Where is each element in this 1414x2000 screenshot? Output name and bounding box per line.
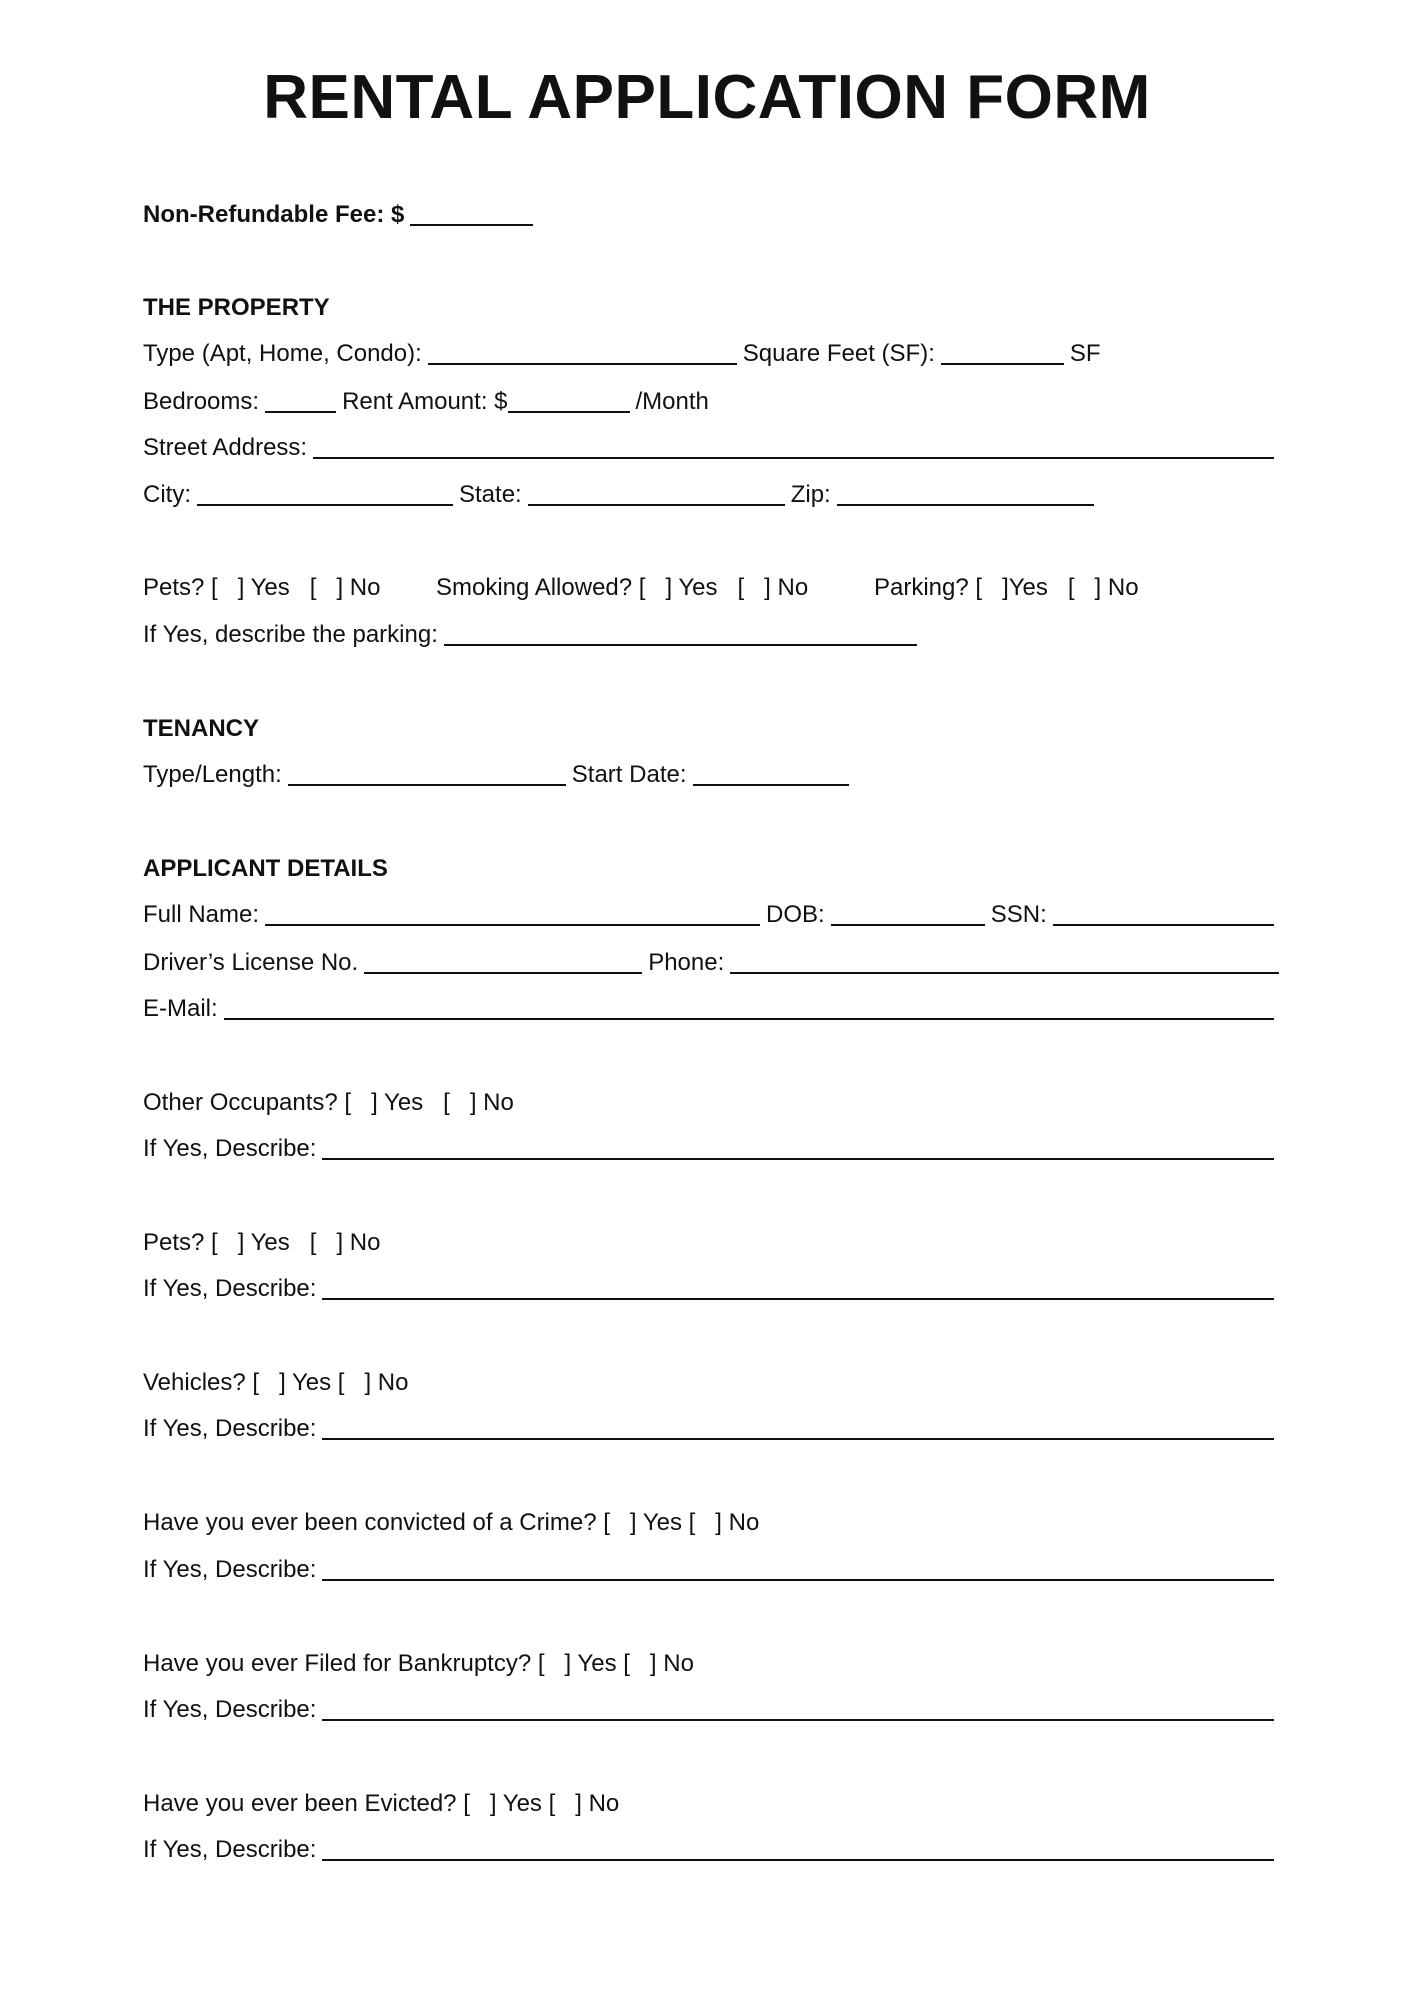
bankruptcy-describe-field[interactable]	[322, 1695, 1274, 1721]
start-date-label: Start Date:	[571, 761, 687, 788]
crime-describe-field[interactable]	[322, 1555, 1274, 1581]
form-title: RENTAL APPLICATION FORM	[263, 63, 1151, 132]
parking-describe-row	[143, 617, 923, 649]
parking-checkboxes[interactable]: Parking? [ ]Yes [ ] No	[874, 574, 1139, 601]
bedrooms-row	[143, 384, 709, 416]
type-field[interactable]	[428, 339, 737, 365]
ssn-label: SSN:	[990, 901, 1047, 928]
vehicles-describe-row	[143, 1411, 1280, 1443]
describe-label: If Yes, Describe:	[143, 1415, 317, 1442]
email-field[interactable]	[224, 994, 1274, 1020]
zip-field[interactable]	[837, 480, 1094, 506]
email-row	[143, 991, 1280, 1023]
street-label: Street Address:	[143, 434, 308, 461]
tenancy-type-field[interactable]	[288, 760, 566, 786]
describe-label: If Yes, Describe:	[143, 1275, 317, 1302]
eviction-describe-row	[143, 1832, 1280, 1864]
pets-question[interactable]: Pets? [ ] Yes [ ] No	[143, 1229, 381, 1256]
occupants-describe-row	[143, 1131, 1280, 1163]
eviction-describe-field[interactable]	[322, 1835, 1274, 1861]
eviction-question[interactable]: Have you ever been Evicted? [ ] Yes [ ] No	[143, 1790, 620, 1817]
tenancy-heading: TENANCY	[143, 715, 260, 742]
street-row	[143, 430, 1280, 462]
rent-label: Rent Amount: $	[342, 388, 508, 415]
describe-label: If Yes, Describe:	[143, 1836, 317, 1863]
tenancy-row	[143, 757, 855, 789]
street-field[interactable]	[313, 433, 1274, 459]
city-row	[143, 477, 1100, 509]
amenities-row	[143, 570, 1139, 602]
dob-field[interactable]	[831, 900, 985, 926]
phone-label: Phone:	[648, 949, 725, 976]
bedrooms-label: Bedrooms:	[143, 388, 260, 415]
property-heading: THE PROPERTY	[143, 294, 330, 321]
start-date-field[interactable]	[693, 760, 849, 786]
state-field[interactable]	[528, 480, 785, 506]
zip-label: Zip:	[790, 481, 831, 508]
name-label: Full Name:	[143, 901, 260, 928]
sqft-label: Square Feet (SF):	[742, 340, 935, 367]
applicant-heading: APPLICANT DETAILS	[143, 855, 388, 882]
dob-label: DOB:	[766, 901, 825, 928]
pets-describe-field[interactable]	[322, 1274, 1274, 1300]
parking-describe-field[interactable]	[444, 620, 917, 646]
property-type-row	[143, 336, 1101, 368]
sqft-unit: SF	[1069, 340, 1101, 367]
email-label: E-Mail:	[143, 995, 218, 1022]
describe-label: If Yes, Describe:	[143, 1135, 317, 1162]
license-row	[143, 945, 1285, 977]
vehicles-describe-field[interactable]	[322, 1414, 1274, 1440]
license-field[interactable]	[364, 948, 642, 974]
city-field[interactable]	[197, 480, 453, 506]
fee-label: Non-Refundable Fee: $	[143, 201, 405, 228]
vehicles-question[interactable]: Vehicles? [ ] Yes [ ] No	[143, 1369, 409, 1396]
crime-question[interactable]: Have you ever been convicted of a Crime? [ ] Yes [ ] No	[143, 1509, 760, 1536]
parking-describe-label: If Yes, describe the parking:	[143, 621, 438, 648]
name-row	[143, 897, 1280, 929]
occupants-describe-field[interactable]	[322, 1134, 1274, 1160]
fee-row	[143, 197, 539, 229]
pets-allowed-checkboxes[interactable]: Pets? [ ] Yes [ ] No	[143, 574, 381, 601]
rent-field[interactable]	[508, 387, 630, 413]
smoking-checkboxes[interactable]: Smoking Allowed? [ ] Yes [ ] No	[436, 574, 809, 601]
phone-field[interactable]	[730, 948, 1279, 974]
sqft-field[interactable]	[941, 339, 1064, 365]
crime-describe-row	[143, 1552, 1280, 1584]
bankruptcy-describe-row	[143, 1692, 1280, 1724]
state-label: State:	[459, 481, 522, 508]
fee-field[interactable]	[410, 200, 533, 226]
pets-describe-row	[143, 1271, 1280, 1303]
city-label: City:	[143, 481, 191, 508]
bankruptcy-question[interactable]: Have you ever Filed for Bankruptcy? [ ] Yes [ ] No	[143, 1650, 694, 1677]
bedrooms-field[interactable]	[265, 387, 336, 413]
ssn-field[interactable]	[1053, 900, 1274, 926]
type-label: Type (Apt, Home, Condo):	[143, 340, 422, 367]
describe-label: If Yes, Describe:	[143, 1696, 317, 1723]
license-label: Driver’s License No.	[143, 949, 359, 976]
name-field[interactable]	[265, 900, 760, 926]
rent-unit: /Month	[635, 388, 709, 415]
tenancy-type-label: Type/Length:	[143, 761, 282, 788]
describe-label: If Yes, Describe:	[143, 1556, 317, 1583]
occupants-question[interactable]: Other Occupants? [ ] Yes [ ] No	[143, 1089, 514, 1116]
